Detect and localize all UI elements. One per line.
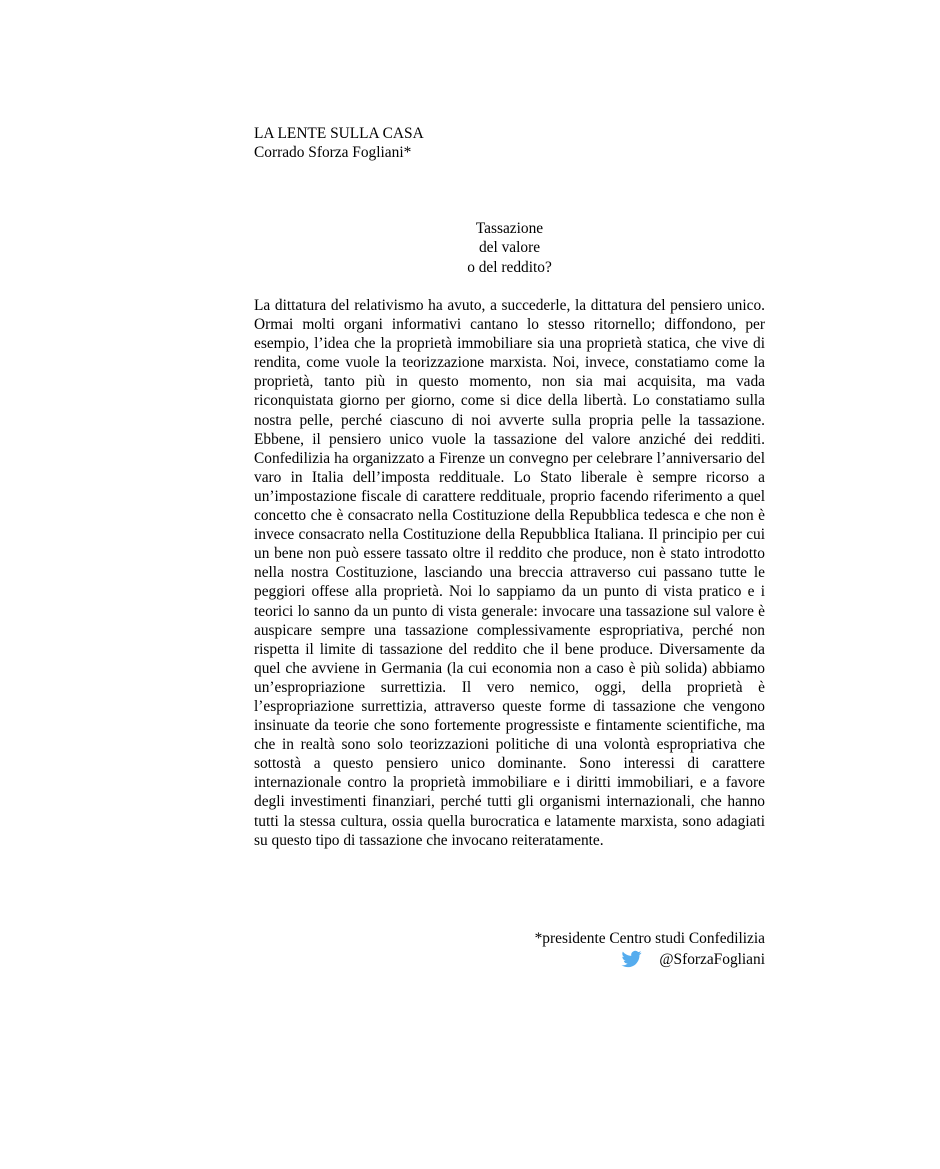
document-header bbox=[254, 124, 765, 162]
document-subtitle bbox=[254, 219, 765, 277]
credit-line: *presidente Centro studi Confedilizia bbox=[534, 930, 765, 947]
twitter-handle-row bbox=[254, 949, 765, 969]
page-title: LA LENTE SULLA CASA bbox=[254, 125, 424, 142]
twitter-handle: @SforzaFogliani bbox=[659, 950, 765, 968]
subtitle-line-3: o del reddito? bbox=[467, 258, 552, 276]
author-line: Corrado Sforza Fogliani* bbox=[254, 144, 412, 162]
twitter-icon bbox=[619, 949, 644, 969]
subtitle-line-2: del valore bbox=[478, 239, 541, 257]
document-footer bbox=[254, 929, 765, 969]
body-paragraph: La dittatura del relativismo ha avuto, a succederle, la dittatura del pensiero unico. Ormai molti organi informativi cantano lo stesso ritornello; diffondono, per esempio, l’idea che la proprietà immobiliare sia una proprietà statica, che vive di rendita, come vuole la teorizzazione marxista. Noi, invece, constatiamo come la proprietà, tanto più in questo momento, non sia mai acquisita, ma vada riconquistata giorno per giorno, come si dice della libertà. Lo constatiamo sulla nostra pelle, perché ciascuno di noi avverte sulla propria pelle la tassazione. Ebbene, il pensiero unico vuole la tassazione del valore anziché dei redditi. Confedilizia ha organizzato a Firenze un convegno per celebrare l’anniversario del varo in Italia dell’imposta reddituale. Lo Stato liberale è sempre ricorso a un’impostazione fiscale di carattere reddituale, proprio facendo riferimento a quel concetto che è consacrato nella Costituzione della Repubblica tedesca e che non è invece consacrato nella Costituzione della Repubblica Italiana. Il principio per cui un bene non può essere tassato oltre il reddito che produce, non è stato introdotto nella nostra Costituzione, lasciando una breccia attraverso cui passano tutte le peggiori offese alla proprietà. Noi lo sappiamo da un punto di vista pratico e i teorici lo sanno da un punto di vista generale: invocare una tassazione sul valore è auspicare sempre una tassazione complessivamente espropriativa, perché non rispetta il limite di tassazione del reddito che il bene produce. Diversamente da quel che avviene in Germania (la cui economia non a caso è più solida) abbiamo un’espropriazione surrettizia. Il vero nemico, oggi, della proprietà è l’espropriazione surrettizia, attraverso queste forme di tassazione che vengono insinuate da teorie che sono fortemente progressiste e fintamente scientifiche, ma che in realtà sono solo teorizzazioni politiche di una volontà espropriativa che sottostà a questo pensiero unico dominante. Sono interessi di carattere internazionale contro la proprietà immobiliare e i diritti immobiliari, e a favore degli investimenti finanziari, perché tutti gli organismi internazionali, che hanno tutti la stessa cultura, ossia quella burocratica e latamente marxista, sono adagiati su questo tipo di tassazione che invocano reiteratamente. bbox=[254, 297, 765, 849]
subtitle-line-1: Tassazione bbox=[475, 220, 544, 237]
